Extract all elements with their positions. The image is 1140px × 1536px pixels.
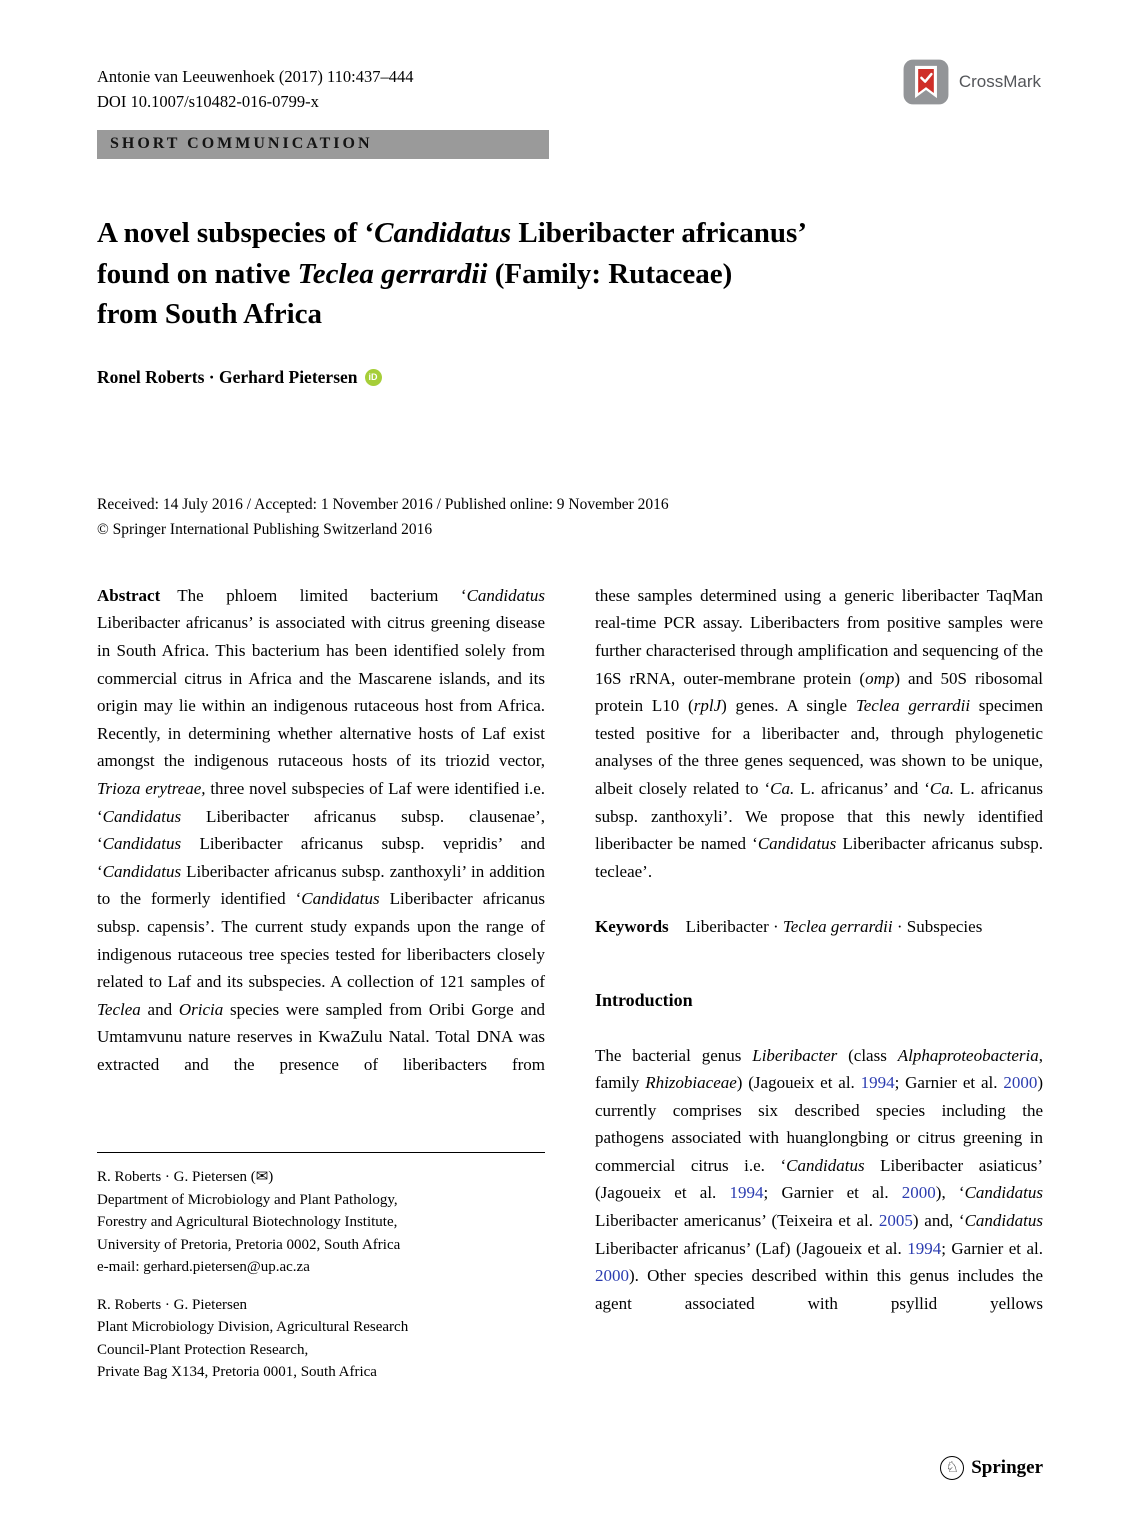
crossmark-label: CrossMark <box>958 72 1041 91</box>
text-segment: Candidatus <box>786 1155 865 1175</box>
crossmark-badge[interactable] <box>902 58 1041 106</box>
text-segment: Candidatus <box>301 889 380 909</box>
crossmark-icon <box>902 58 950 106</box>
right-column <box>595 582 1043 1384</box>
citation-link[interactable]: 2000 <box>1003 1073 1038 1093</box>
footnote-block <box>97 1152 545 1384</box>
text-segment: Liberibacter <box>752 1045 838 1065</box>
text-segment: The phloem limited bacterium ‘ <box>160 585 467 605</box>
text-segment: Teclea gerrardii <box>855 696 971 716</box>
text-segment: , family <box>595 1045 1043 1093</box>
text-segment: L. africanus subsp. zanthoxyli’. We propose that this newly identified liberibacter be named ‘ <box>595 778 1043 854</box>
affiliation-line: Department of Microbiology and Plant Pathology, <box>97 1191 398 1208</box>
springer-logo <box>940 1456 1043 1480</box>
footnote-authors: R. Roberts · G. Pietersen <box>97 1169 247 1186</box>
text-segment: ) (Jagoueix et al. <box>736 1073 861 1093</box>
text-segment: Liberibacter africanus subsp. zanthoxyli’ in addition to the formerly identified ‘ <box>97 861 545 909</box>
text-segment: Liberibacter africanus subsp. tecleae’. <box>595 834 1044 881</box>
citation-link[interactable]: 2005 <box>878 1211 913 1231</box>
text-segment: from South Africa <box>97 298 323 331</box>
footnote-authors-line-2: R. Roberts · G. Pietersen <box>97 1296 247 1313</box>
citation-link[interactable]: 1994 <box>729 1183 764 1203</box>
text-segment: Candidatus <box>964 1183 1043 1203</box>
received-accepted-line: Received: 14 July 2016 / Accepted: 1 November 2016 / Published online: 9 November 2016 <box>97 495 669 513</box>
text-segment: Candidatus <box>757 834 837 854</box>
text-segment: Liberibacter africanus’ <box>511 217 808 249</box>
text-segment: these samples determined using a generic liberibacter TaqMan real-time PCR assay. Liberibacters from positive samples were further characterised through amplification and sequencing of the 16S rRNA, outer-membrane protein ( <box>595 585 1043 688</box>
text-segment: Candidatus <box>374 217 512 249</box>
text-segment: Liberibacter africanus subsp. vepridis’ and ‘ <box>97 834 545 881</box>
article-title <box>97 213 1043 335</box>
text-segment: Keywords <box>595 917 669 937</box>
author-names: Ronel Roberts · Gerhard Pietersen <box>97 366 358 387</box>
text-segment: Rhizobiaceae <box>645 1073 737 1093</box>
text-segment: ) and, ‘ <box>912 1211 965 1231</box>
introduction-paragraph <box>595 1042 1043 1318</box>
text-segment: L. africanus’ and ‘ <box>794 778 930 798</box>
article-meta <box>97 492 1043 542</box>
text-segment: Ca. <box>770 778 795 798</box>
affiliation-line: Forestry and Agricultural Biotechnology Institute, <box>97 1214 398 1231</box>
citation-link[interactable]: 1994 <box>907 1238 942 1258</box>
affiliation-line: Plant Microbiology Division, Agricultural Research <box>97 1319 409 1336</box>
text-segment: Teclea gerrardii <box>297 257 488 290</box>
text-segment: Abstract <box>97 585 161 605</box>
text-segment: Trioza erytreae, <box>97 778 206 798</box>
copyright-line: © Springer International Publishing Switzerland 2016 <box>97 520 433 538</box>
two-column-body <box>97 582 1043 1384</box>
text-segment: Candidatus <box>102 806 182 826</box>
text-segment: (class <box>837 1045 898 1065</box>
citation-link[interactable]: 2000 <box>901 1183 936 1203</box>
footnote-block-2 <box>97 1294 545 1384</box>
text-segment: Teclea gerrardii <box>782 917 893 937</box>
left-column <box>97 582 545 1384</box>
text-segment: A novel subspecies of ‘ <box>97 217 375 249</box>
footnote-authors-line <box>97 1166 545 1189</box>
orcid-icon[interactable]: iD <box>365 369 382 386</box>
affiliation-line: Council-Plant Protection Research, <box>97 1341 309 1358</box>
text-segment: Liberibacter americanus’ (Teixeira et al. <box>595 1211 879 1231</box>
authors-line <box>97 367 1043 388</box>
journal-header-block <box>97 64 413 114</box>
text-segment: (Family: Rutaceae) <box>487 257 733 290</box>
text-segment: found on native <box>97 257 298 290</box>
text-segment: ) genes. A single <box>721 696 856 716</box>
text-segment: ), ‘ <box>935 1183 965 1203</box>
text-segment: Candidatus <box>466 585 545 605</box>
text-segment: ; Garnier et al. <box>763 1183 902 1203</box>
text-segment: ) and 50S ribosomal protein L10 ( <box>595 668 1043 716</box>
email-line: e-mail: gerhard.pietersen@up.ac.za <box>97 1259 310 1276</box>
keywords-line <box>595 913 1043 941</box>
text-segment: ). Other species described within this genus includes the agent associated with psyllid yellows <box>595 1266 1043 1313</box>
text-segment: species were sampled from Oribi Gorge and Umtamvunu nature reserves in KwaZulu Natal. Total DNA was extracted and the presence of liberibacters from <box>97 999 545 1074</box>
text-segment: ; Garnier et al. <box>894 1073 1004 1093</box>
text-segment: Liberibacter africanus subsp. capensis’. The current study expands upon the range of indigenous rutaceous tree species tested for liberibacters closely related to Laf and its subspecies. A collection of 121 samples of <box>97 889 545 992</box>
text-segment: Candidatus <box>102 861 182 881</box>
text-segment: three novel subspecies of Laf were identified i.e. ‘ <box>97 778 545 826</box>
text-segment: Liberibacter africanus’ (Laf) (Jagoueix et al. <box>595 1238 908 1258</box>
springer-wordmark: Springer <box>971 1457 1043 1478</box>
text-segment: The bacterial genus <box>595 1045 753 1065</box>
text-segment: ; Garnier et al. <box>941 1238 1043 1258</box>
page-header <box>97 64 1043 114</box>
text-segment: specimen tested positive for a liberibacter and, through phylogenetic analyses of the three genes sequenced, was shown to be unique, albeit closely related to ‘ <box>595 696 1044 798</box>
citation-link[interactable]: 2000 <box>595 1266 629 1286</box>
doi-line: DOI 10.1007/s10482-016-0799-x <box>97 92 319 111</box>
text-segment: Liberibacter africanus’ is associated with citrus greening disease in South Africa. This bacterium has been identified solely from commercial citrus in Africa and the Mascarene islands, and its origin may lie within an indigenous rutaceous host from Africa. Recently, in determining whether alternative hosts of Laf exist amongst the indigenous rutaceous hosts of its triozid vector, <box>97 613 545 771</box>
text-segment: Alphaproteobacteria <box>897 1045 1039 1065</box>
text-segment: Oricia <box>178 999 224 1019</box>
text-segment: Liberibacter · <box>668 917 783 937</box>
text-segment: ) currently comprises six described species including the pathogens associated with huanglongbing or citrus greening in commercial citrus i.e. ‘ <box>595 1073 1043 1175</box>
text-segment: Liberibacter africanus subsp. clausenae’, ‘ <box>97 806 545 854</box>
journal-citation: Antonie van Leeuwenhoek (2017) 110:437–444 <box>97 67 414 86</box>
envelope-icon: (✉) <box>250 1169 274 1186</box>
text-segment: Ca. <box>929 778 954 798</box>
text-segment: Liberibacter asiaticus’ (Jagoueix et al. <box>595 1155 1043 1203</box>
article-type-banner: SHORT COMMUNICATION <box>97 130 549 159</box>
text-segment: Candidatus <box>964 1211 1043 1231</box>
affiliation-line: Private Bag X134, Pretoria 0001, South Africa <box>97 1364 377 1381</box>
text-segment: rplJ <box>693 696 722 716</box>
text-segment: Teclea <box>97 999 141 1019</box>
text-segment: · Subspecies <box>892 917 983 937</box>
text-segment: and <box>140 999 179 1019</box>
text-segment: Candidatus <box>102 834 182 854</box>
text-segment: omp <box>865 668 895 688</box>
affiliation-line: University of Pretoria, Pretoria 0002, South Africa <box>97 1236 401 1253</box>
introduction-heading: Introduction <box>595 989 693 1010</box>
springer-horse-icon: ♘ <box>940 1456 964 1480</box>
abstract-continuation-paragraph <box>595 582 1043 886</box>
citation-link[interactable]: 1994 <box>860 1073 895 1093</box>
abstract-paragraph <box>97 582 545 1079</box>
